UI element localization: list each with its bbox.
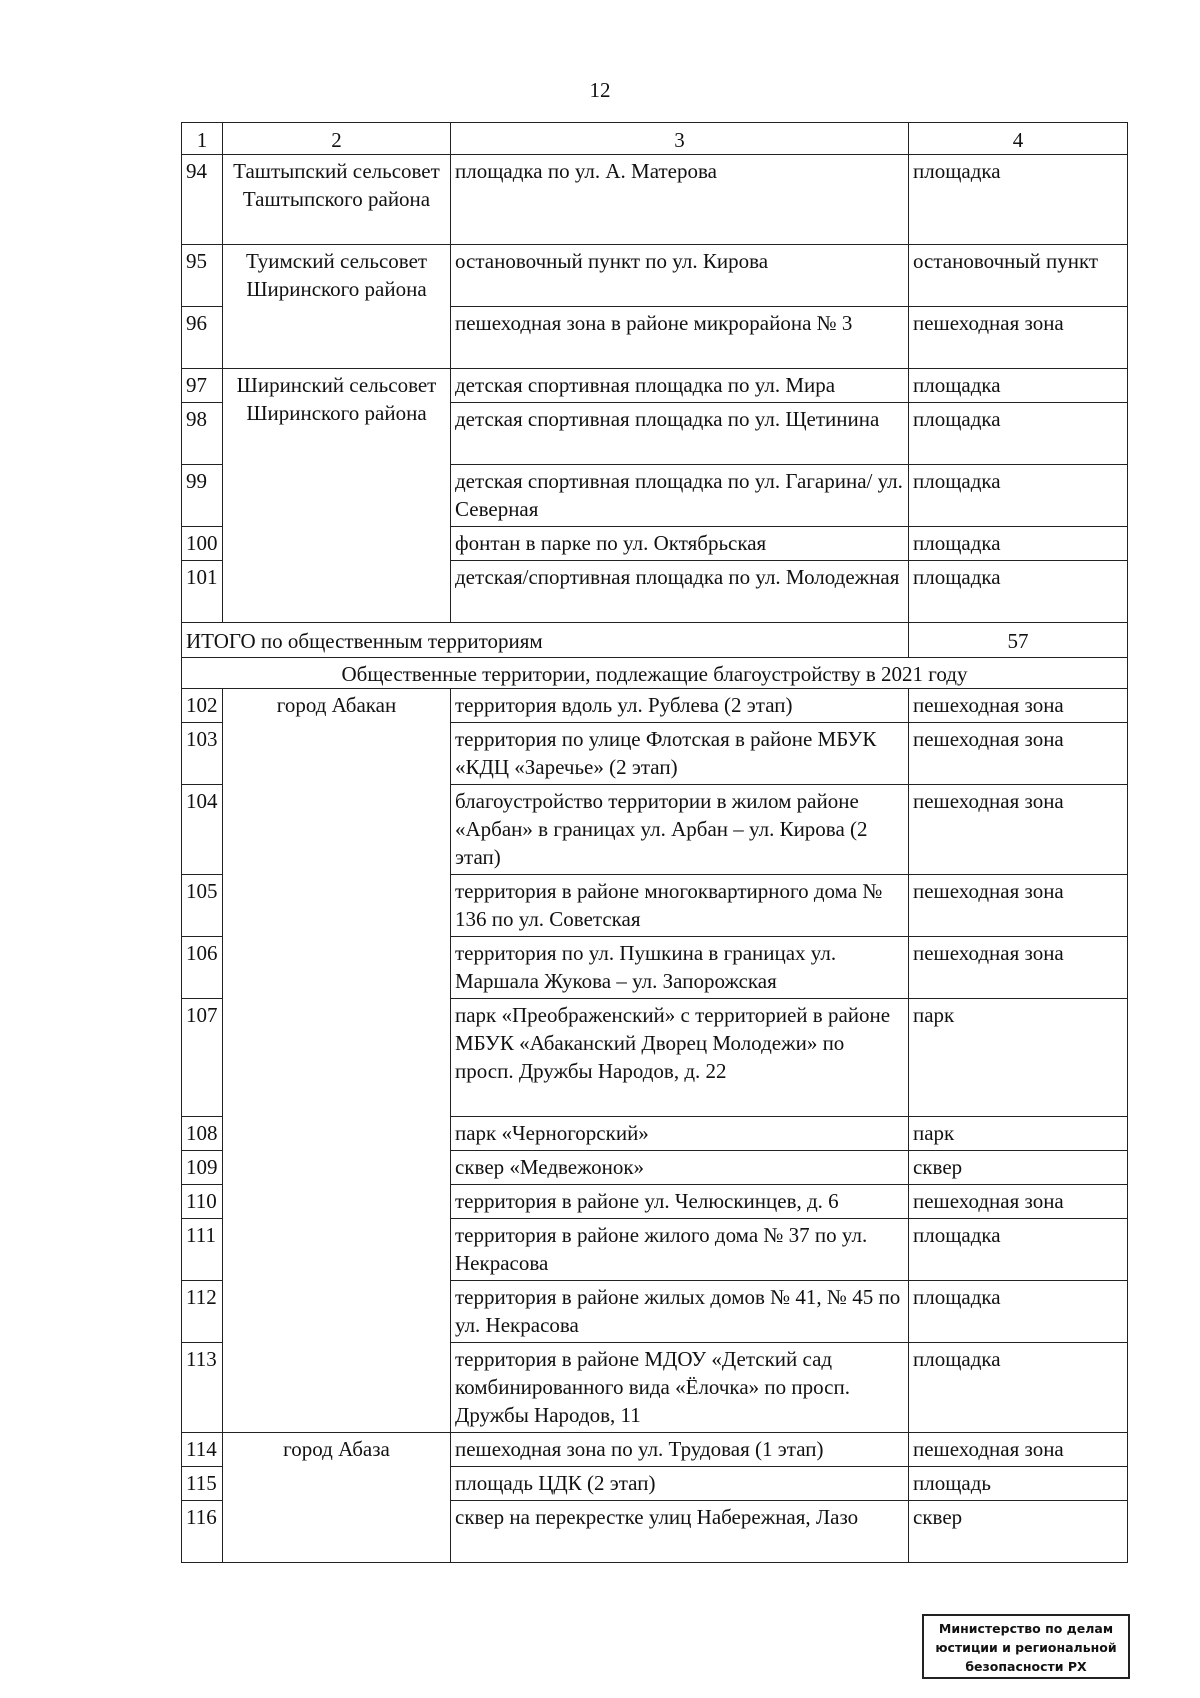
type-cell: пешеходная зона xyxy=(909,723,1128,785)
object-cell: территория в районе ул. Челюскинцев, д. 6 xyxy=(451,1185,909,1219)
object-cell: территория в районе МДОУ «Детский сад комбинированного вида «Ёлочка» по просп. Дружбы Народов, 11 xyxy=(451,1343,909,1433)
header-col-2: 2 xyxy=(223,123,451,155)
row-number: 112 xyxy=(182,1281,223,1343)
row-number: 104 xyxy=(182,785,223,875)
district-cell: Таштыпский сельсовет Таштыпского района xyxy=(223,155,451,245)
object-cell: территория вдоль ул. Рублева (2 этап) xyxy=(451,689,909,723)
type-cell: пешеходная зона xyxy=(909,1433,1128,1467)
row-number: 111 xyxy=(182,1219,223,1281)
object-cell: парк «Черногорский» xyxy=(451,1117,909,1151)
table-row xyxy=(182,155,1128,245)
object-cell: детская спортивная площадка по ул. Мира xyxy=(451,369,909,403)
type-cell: парк xyxy=(909,999,1128,1117)
object-cell: территория в районе жилых домов № 41, № 45 по ул. Некрасова xyxy=(451,1281,909,1343)
district-cell: Ширинский сельсовет Ширинского района xyxy=(223,369,451,623)
row-number: 113 xyxy=(182,1343,223,1433)
row-number: 95 xyxy=(182,245,223,307)
type-cell: площадка xyxy=(909,561,1128,623)
object-cell: фонтан в парке по ул. Октябрьская xyxy=(451,527,909,561)
row-number: 100 xyxy=(182,527,223,561)
table-row xyxy=(182,245,1128,307)
object-cell: территория по улице Флотская в районе МБУК «КДЦ «Заречье» (2 этап) xyxy=(451,723,909,785)
object-cell: сквер на перекрестке улиц Набережная, Лазо xyxy=(451,1501,909,1563)
row-number: 110 xyxy=(182,1185,223,1219)
row-number: 96 xyxy=(182,307,223,369)
table-row xyxy=(182,369,1128,403)
stamp-line-3: безопасности РХ xyxy=(965,1659,1087,1674)
object-cell: территория по ул. Пушкина в границах ул. Маршала Жукова – ул. Запорожская xyxy=(451,937,909,999)
object-cell: парк «Преображенский» с территорией в районе МБУК «Абаканский Дворец Молодежи» по просп. Дружбы Народов, д. 22 xyxy=(451,999,909,1117)
district-cell: город Абакан xyxy=(223,689,451,1433)
table-header-row xyxy=(182,123,1128,155)
object-cell: детская спортивная площадка по ул. Гагарина/ ул. Северная xyxy=(451,465,909,527)
row-number: 115 xyxy=(182,1467,223,1501)
type-cell: площадка xyxy=(909,1281,1128,1343)
district-cell: город Абаза xyxy=(223,1433,451,1563)
header-col-1: 1 xyxy=(182,123,223,155)
table-row xyxy=(182,689,1128,723)
section-title-row xyxy=(182,658,1128,689)
type-cell: остановочный пункт xyxy=(909,245,1128,307)
table-row xyxy=(182,1433,1128,1467)
type-cell: площадка xyxy=(909,1343,1128,1433)
row-number: 116 xyxy=(182,1501,223,1563)
row-number: 103 xyxy=(182,723,223,785)
total-value: 57 xyxy=(909,623,1128,658)
row-number: 109 xyxy=(182,1151,223,1185)
row-number: 102 xyxy=(182,689,223,723)
row-number: 94 xyxy=(182,155,223,245)
object-cell: детская спортивная площадка по ул. Щетинина xyxy=(451,403,909,465)
type-cell: пешеходная зона xyxy=(909,937,1128,999)
district-cell: Туимский сельсовет Ширинского района xyxy=(223,245,451,369)
type-cell: пешеходная зона xyxy=(909,785,1128,875)
header-col-3: 3 xyxy=(451,123,909,155)
object-cell: пешеходная зона в районе микрорайона № 3 xyxy=(451,307,909,369)
row-number: 98 xyxy=(182,403,223,465)
page-number: 12 xyxy=(589,78,611,102)
row-number: 101 xyxy=(182,561,223,623)
row-number: 106 xyxy=(182,937,223,999)
type-cell: пешеходная зона xyxy=(909,689,1128,723)
type-cell: площадь xyxy=(909,1467,1128,1501)
row-number: 97 xyxy=(182,369,223,403)
row-number: 108 xyxy=(182,1117,223,1151)
type-cell: площадка xyxy=(909,155,1128,245)
ministry-stamp xyxy=(922,1614,1130,1679)
type-cell: сквер xyxy=(909,1151,1128,1185)
total-row xyxy=(182,623,1128,658)
row-number: 114 xyxy=(182,1433,223,1467)
stamp-line-2: юстиции и региональной xyxy=(935,1640,1117,1655)
object-cell: пешеходная зона по ул. Трудовая (1 этап) xyxy=(451,1433,909,1467)
territories-table xyxy=(181,122,1128,1563)
row-number: 105 xyxy=(182,875,223,937)
type-cell: площадка xyxy=(909,527,1128,561)
type-cell: площадка xyxy=(909,465,1128,527)
object-cell: территория в районе многоквартирного дома № 136 по ул. Советская xyxy=(451,875,909,937)
type-cell: парк xyxy=(909,1117,1128,1151)
type-cell: пешеходная зона xyxy=(909,1185,1128,1219)
object-cell: остановочный пункт по ул. Кирова xyxy=(451,245,909,307)
object-cell: благоустройство территории в жилом районе «Арбан» в границах ул. Арбан – ул. Кирова (2 этап) xyxy=(451,785,909,875)
object-cell: площадка по ул. А. Матерова xyxy=(451,155,909,245)
section-title: Общественные территории, подлежащие благоустройству в 2021 году xyxy=(182,658,1128,689)
object-cell: территория в районе жилого дома № 37 по ул. Некрасова xyxy=(451,1219,909,1281)
type-cell: площадка xyxy=(909,403,1128,465)
stamp-line-1: Министерство по делам xyxy=(938,1621,1114,1636)
object-cell: площадь ЦДК (2 этап) xyxy=(451,1467,909,1501)
type-cell: площадка xyxy=(909,1219,1128,1281)
type-cell: пешеходная зона xyxy=(909,875,1128,937)
row-number: 107 xyxy=(182,999,223,1117)
type-cell: пешеходная зона xyxy=(909,307,1128,369)
total-label: ИТОГО по общественным территориям xyxy=(182,623,909,658)
header-col-4: 4 xyxy=(909,123,1128,155)
object-cell: сквер «Медвежонок» xyxy=(451,1151,909,1185)
type-cell: площадка xyxy=(909,369,1128,403)
type-cell: сквер xyxy=(909,1501,1128,1563)
object-cell: детская/спортивная площадка по ул. Молодежная xyxy=(451,561,909,623)
row-number: 99 xyxy=(182,465,223,527)
